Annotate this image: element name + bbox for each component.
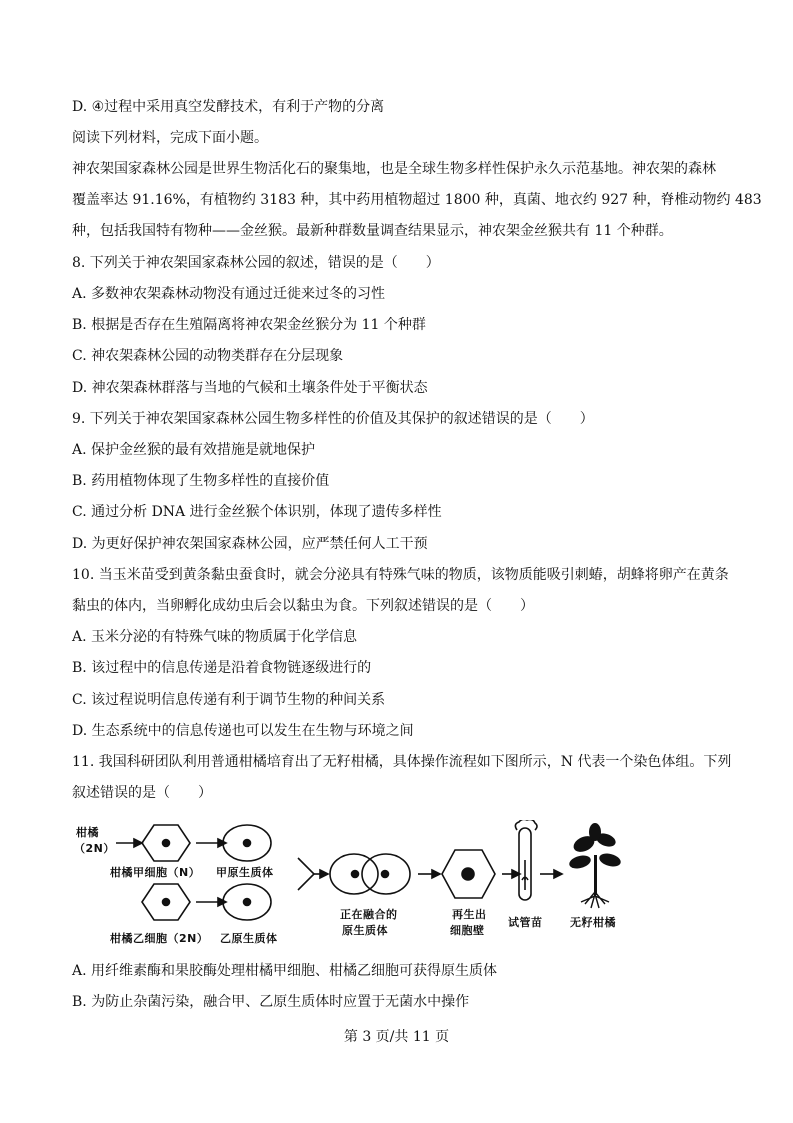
page-footer: 第 3 页/共 11 页 — [343, 1029, 450, 1045]
q8-option-d: D. 神农架森林群落与当地的气候和土壤条件处于平衡状态 — [72, 380, 428, 396]
cell-b-label: 柑橘乙细胞（2N） — [110, 932, 209, 945]
q8-option-a: A. 多数神农架森林动物没有通过迁徙来过冬的习性 — [72, 286, 386, 302]
arrowhead — [134, 839, 142, 847]
material-line-1: 神农架国家森林公园是世界生物活化石的聚集地，也是全球生物多样性保护永久示范基地。神农架的森林 — [72, 161, 716, 177]
option-d-prev: D. ④过程中采用真空发酵技术，有利于产物的分离 — [72, 99, 385, 115]
tube-label: 试管苗 — [508, 916, 543, 929]
regen-label-2: 细胞壁 — [450, 924, 485, 937]
question-9: 9. 下列关于神农架国家森林公园生物多样性的价值及其保护的叙述错误的是（ ） — [72, 411, 594, 427]
q9-option-c: C. 通过分析 DNA 进行金丝猴个体识别，体现了遗传多样性 — [72, 504, 442, 520]
q9-option-b: B. 药用植物体现了生物多样性的直接价值 — [72, 473, 330, 489]
question-11-line-2: 叙述错误的是（ ） — [72, 785, 212, 801]
question-11-line-1: 11. 我国科研团队利用普通柑橘培育出了无籽柑橘，具体操作流程如下图所示，N 代表一个染色体组。下列 — [72, 754, 732, 770]
q11-option-a: A. 用纤维素酶和果胶酶处理柑橘甲细胞、柑橘乙细胞可获得原生质体 — [72, 963, 498, 979]
plant-icon — [568, 823, 622, 895]
nucleus — [163, 840, 170, 847]
q9-option-d: D. 为更好保护神农架国家森林公园，应严禁任何人工干预 — [72, 536, 428, 552]
regen-label-1: 再生出 — [452, 908, 487, 921]
fusion-process-diagram — [70, 820, 730, 950]
fusing-label-2: 原生质体 — [342, 924, 388, 937]
question-8: 8. 下列关于神农架国家森林公园的叙述，错误的是（ ） — [72, 255, 440, 271]
q8-option-b: B. 根据是否存在生殖隔离将神农架金丝猴分为 11 个种群 — [72, 317, 426, 333]
q8-option-c: C. 神农架森林公园的动物类群存在分层现象 — [72, 348, 344, 364]
result-label: 无籽柑橘 — [570, 916, 616, 929]
protoplast-a-label: 甲原生质体 — [216, 866, 274, 879]
source-label: 柑橘 — [76, 826, 99, 839]
q10-option-b: B. 该过程中的信息传递是沿着食物链逐级进行的 — [72, 660, 372, 676]
q10-option-c: C. 该过程说明信息传递有利于调节生物的种间关系 — [72, 692, 386, 708]
question-10-line-1: 10. 当玉米苗受到黄条黏虫蚕食时，就会分泌具有特殊气味的物质，该物质能吸引刺蝽，胡蜂将卵产在黄条 — [72, 567, 729, 583]
q10-option-a: A. 玉米分泌的有特殊气味的物质属于化学信息 — [72, 629, 358, 645]
fusing-label-1: 正在融合的 — [340, 908, 398, 921]
q10-option-d: D. 生态系统中的信息传递也可以发生在生物与环境之间 — [72, 723, 414, 739]
source-ploidy-label: （2N） — [74, 842, 115, 855]
q11-option-b: B. 为防止杂菌污染，融合甲、乙原生质体时应置于无菌水中操作 — [72, 994, 470, 1010]
protoplast-b-label: 乙原生质体 — [220, 932, 278, 945]
merge-bracket — [298, 858, 314, 890]
cell-a-label: 柑橘甲细胞（N） — [110, 866, 201, 879]
q9-option-a: A. 保护金丝猴的最有效措施是就地保护 — [72, 442, 316, 458]
material-line-3: 种，包括我国特有物种——金丝猴。最新种群数量调查结果显示，神农架金丝猴共有 11 个种群。 — [72, 223, 673, 239]
material-line-2: 覆盖率达 91.16%，有植物约 3183 种，其中药用植物超过 1800 种，真菌、地衣约 927 种，脊椎动物约 483 — [72, 192, 762, 208]
question-10-line-2: 黏虫的体内，当卵孵化成幼虫后会以黏虫为食。下列叙述错误的是（ ） — [72, 598, 534, 614]
reading-instruction: 阅读下列材料，完成下面小题。 — [72, 130, 268, 146]
